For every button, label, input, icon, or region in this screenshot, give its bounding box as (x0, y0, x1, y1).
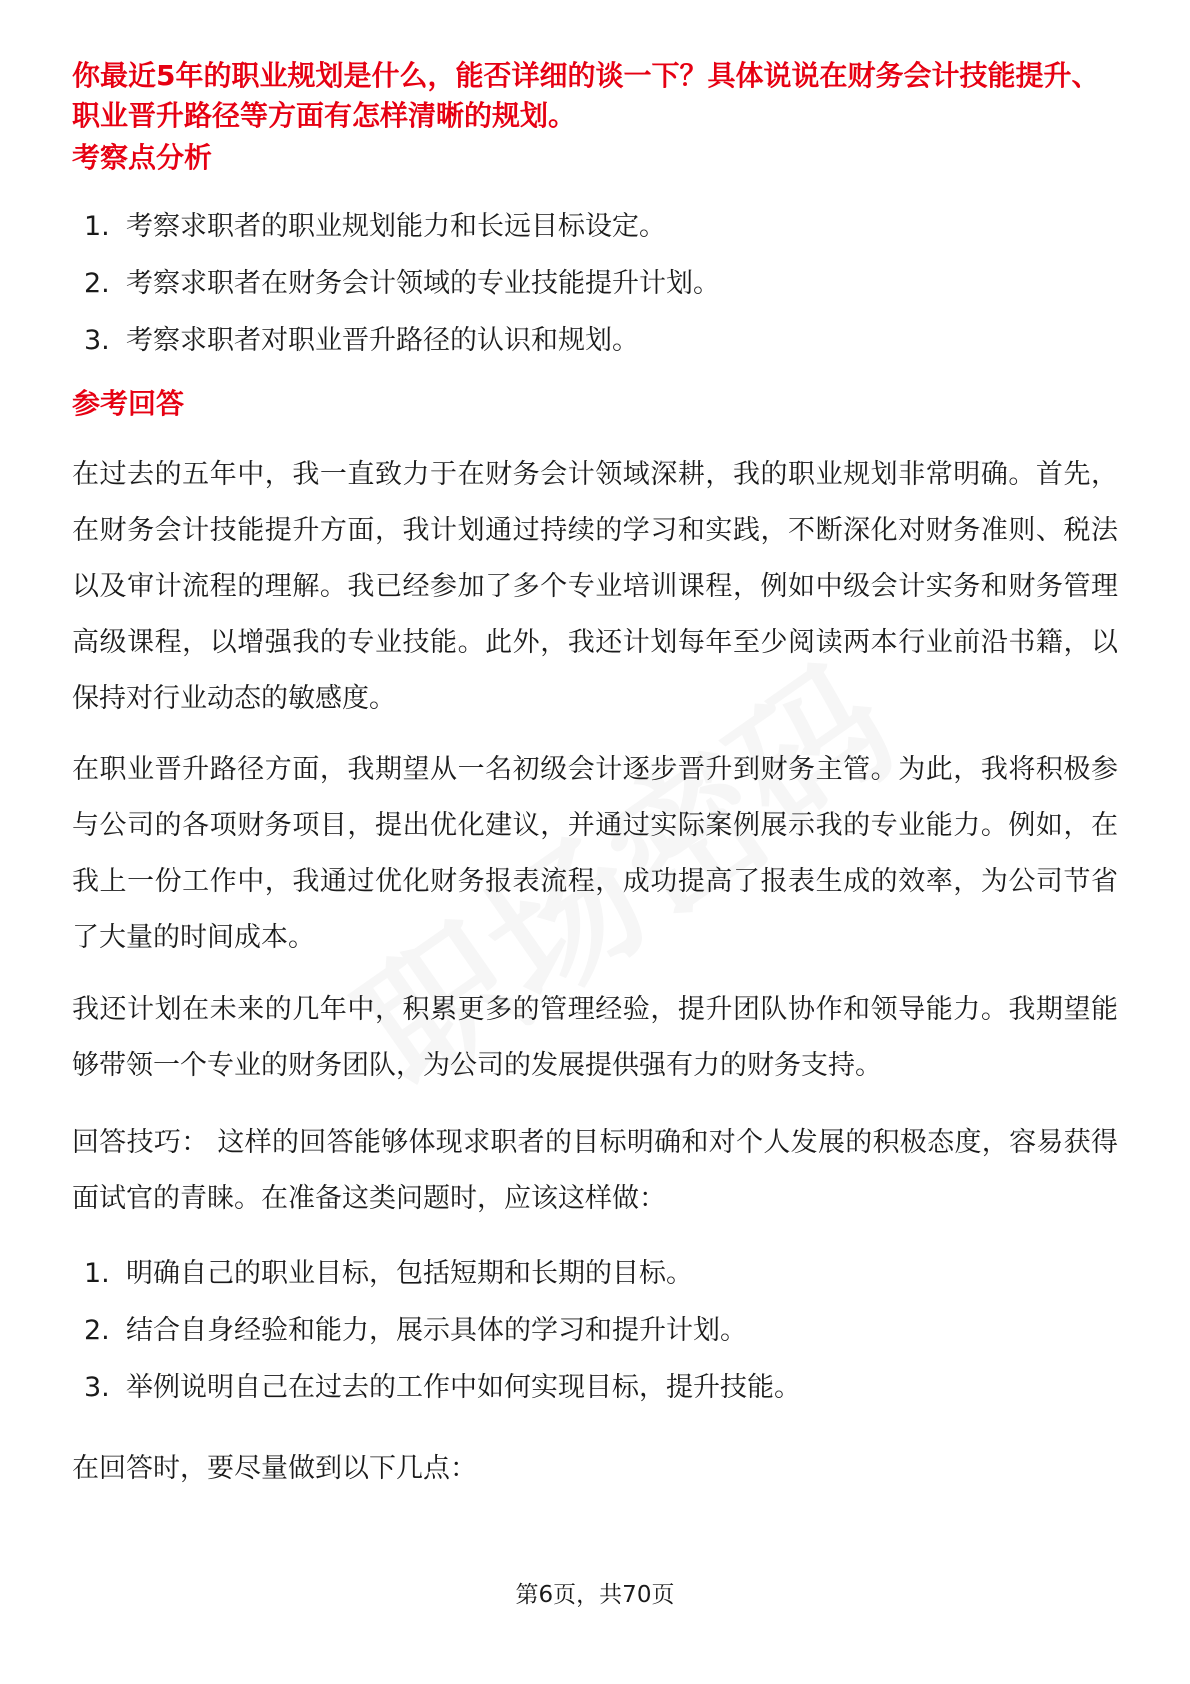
answer-paragraph-2: 在职业晋升路径方面，我期望从一名初级会计逐步晋升到财务主管。为此，我将积极参与公司的各项财务项目，提出优化建议，并通过实际案例展示我的专业能力。例如，在我上一份工作中，我通过优化财务报表流程，成功提高了报表生成的效率，为公司节省了大量的时间成本。 (72, 754, 1118, 953)
page-footer: 第6页，共70页 (515, 1582, 675, 1608)
tips-list (84, 1254, 1114, 1425)
list-item (84, 207, 1114, 264)
list-number: 2. (84, 1315, 110, 1346)
list-item (84, 1254, 1114, 1311)
analysis-list (84, 207, 1114, 378)
list-text: 考察求职者对职业晋升路径的认识和规划。 (126, 325, 639, 356)
list-text: 举例说明自己在过去的工作中如何实现目标，提升技能。 (126, 1372, 801, 1403)
list-item (84, 321, 1114, 378)
list-number: 3. (84, 325, 110, 356)
list-text: 明确自己的职业目标，包括短期和长期的目标。 (126, 1258, 693, 1289)
answer-heading: 参考回答 (72, 387, 185, 420)
list-item (84, 1311, 1114, 1368)
list-number: 3. (84, 1372, 110, 1403)
list-item (84, 1368, 1114, 1425)
list-text: 结合自身经验和能力，展示具体的学习和提升计划。 (126, 1315, 747, 1346)
question-heading: 你最近5年的职业规划是什么，能否详细的谈一下？具体说说在财务会计技能提升、职业晋升路径等方面有怎样清晰的规划。 (72, 59, 1100, 132)
list-number: 2. (84, 268, 110, 299)
closing-paragraph: 在回答时，要尽量做到以下几点： (72, 1453, 477, 1484)
analysis-heading: 考察点分析 (72, 141, 213, 174)
list-text: 考察求职者在财务会计领域的专业技能提升计划。 (126, 268, 720, 299)
answer-paragraph-1: 在过去的五年中，我一直致力于在财务会计领域深耕，我的职业规划非常明确。首先，在财务会计技能提升方面，我计划通过持续的学习和实践，不断深化对财务准则、税法以及审计流程的理解。我已经参加了多个专业培训课程，例如中级会计实务和财务管理高级课程，以增强我的专业技能。此外，我还计划每年至少阅读两本行业前沿书籍，以保持对行业动态的敏感度。 (72, 459, 1118, 714)
answer-paragraph-3: 我还计划在未来的几年中，积累更多的管理经验，提升团队协作和领导能力。我期望能够带领一个专业的财务团队，为公司的发展提供强有力的财务支持。 (72, 994, 1118, 1081)
list-item (84, 264, 1114, 321)
list-number: 1. (84, 1258, 110, 1289)
list-text: 考察求职者的职业规划能力和长远目标设定。 (126, 211, 666, 242)
list-number: 1. (84, 211, 110, 242)
tips-paragraph: 回答技巧： 这样的回答能够体现求职者的目标明确和对个人发展的积极态度，容易获得面试官的青睐。在准备这类问题时，应该这样做： (72, 1127, 1118, 1214)
